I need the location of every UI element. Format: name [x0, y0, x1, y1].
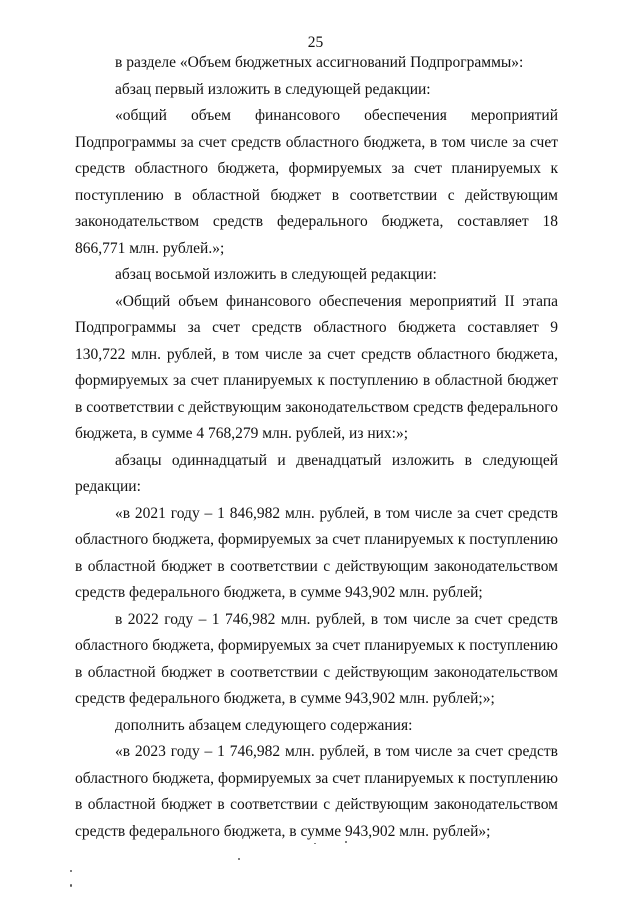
paragraph-year-2021: «в 2021 году – 1 846,982 млн. рублей, в том числе за счет средств областного бюджета, формируемых за счет планируемых к поступлению в областной бюджет в соответствии с действующим законодательством средств федерального бюджета, в сумме 943,902 млн. рублей;	[75, 504, 558, 601]
page-number: 25	[307, 34, 324, 51]
scan-speck	[314, 843, 316, 844]
paragraph-section-heading: в разделе «Объем бюджетных ассигнований Подпрограммы»:	[115, 54, 524, 71]
paragraph-instruction-supplement: дополнить абзацем следующего содержания:	[115, 716, 413, 734]
paragraph-instruction-eleventh-twelfth: абзацы одиннадцатый и двенадцатый изложить в следующей редакции:	[75, 451, 558, 495]
paragraph-instruction-first: абзац первый изложить в следующей редакции:	[115, 80, 431, 98]
scan-speck	[345, 841, 347, 843]
scan-speck	[70, 870, 72, 872]
document-body	[75, 50, 558, 845]
paragraph-instruction-eighth: абзац восьмой изложить в следующей редакции:	[115, 266, 437, 283]
paragraph-stage-two-funding: «Общий объем финансового обеспечения мероприятий II этапа Подпрограммы за счет средств областного бюджета составляет 9 130,722 млн. рублей, в том числе за счет средств областного бюджета, формируемых за счет планируемых к поступлению в областной бюджет в соответствии с действующим законодательством средств федерального бюджета, в сумме 4 768,279 млн. рублей, из них:»;	[75, 292, 558, 442]
paragraph-year-2022: в 2022 году – 1 746,982 млн. рублей, в том числе за счет средств областного бюджета, формируемых за счет планируемых к поступлению в областной бюджет в соответствии с действующим законодательством средств федерального бюджета, в сумме 943,902 млн. рублей;»;	[75, 610, 558, 707]
scan-speck	[70, 884, 72, 887]
paragraph-year-2023: «в 2023 году – 1 746,982 млн. рублей, в том числе за счет средств областного бюджета, формируемых за счет планируемых к поступлению в областной бюджет в соответствии с действующим законодательством средств федерального бюджета, в сумме 943,902 млн. рублей»;	[75, 743, 558, 840]
scan-speck	[238, 858, 240, 860]
paragraph-total-funding: «общий объем финансового обеспечения мероприятий Подпрограммы за счет средств областного бюджета, в том числе за счет средств областного бюджета, формируемых за счет планируемых к поступлению в областной бюджет в соответствии с действующим законодательством средств федерального бюджета, составляет 18 866,771 млн. рублей.»;	[75, 107, 558, 257]
